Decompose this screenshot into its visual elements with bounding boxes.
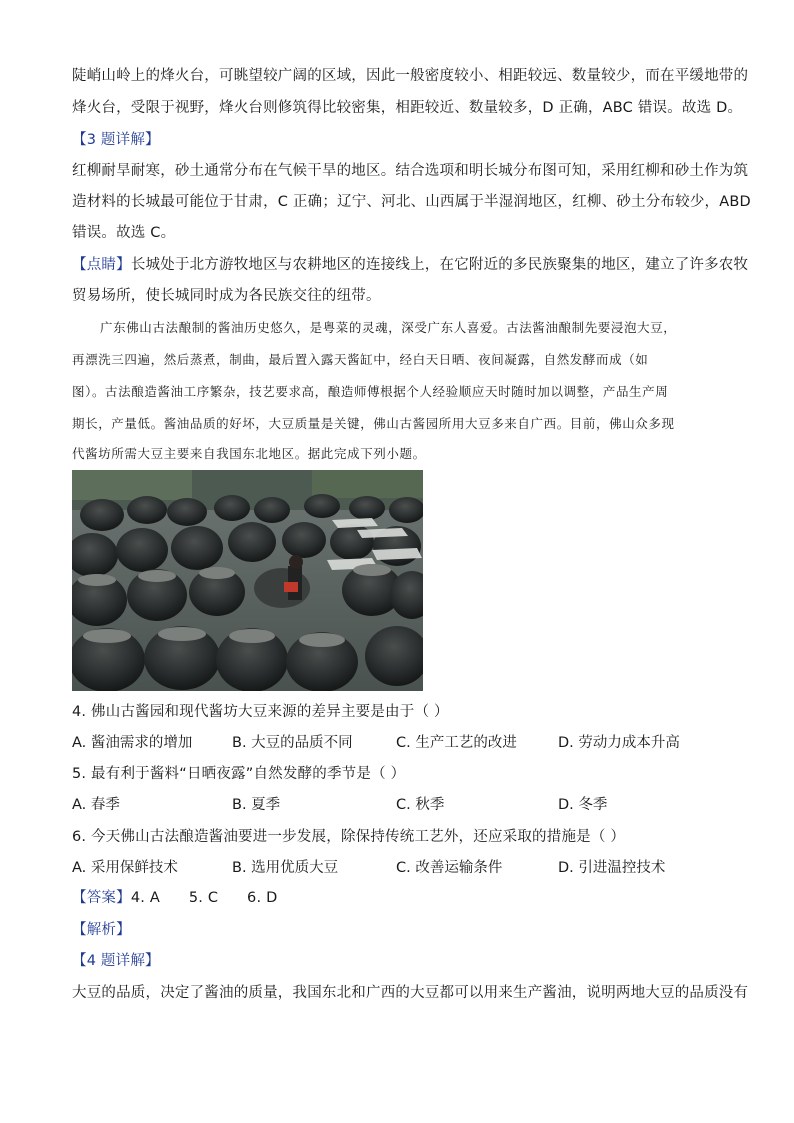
paragraph-line: 红柳耐旱耐寒，砂土通常分布在气候干旱的地区。结合选项和明长城分布图可知，采用红柳和砂土作为筑 <box>72 163 749 179</box>
q4-option-b[interactable]: B. 大豆的品质不同 <box>232 735 353 751</box>
paragraph-line: 烽火台，受限于视野，烽火台则修筑得比较密集，相距较近、数量较多，D 正确，ABC 错误。故选 D。 <box>72 100 743 116</box>
q6-option-d[interactable]: D. 引进温控技术 <box>558 860 666 876</box>
q6-option-b[interactable]: B. 选用优质大豆 <box>232 860 339 876</box>
intro-line: 广东佛山古法酿制的酱油历史悠久，是粤菜的灵魂，深受广东人喜爱。古法酱油酿制先要浸泡大豆， <box>100 320 677 335</box>
paragraph-line: 大豆的品质，决定了酱油的质量，我国东北和广西的大豆都可以用来生产酱油，说明两地大豆的品质没有 <box>72 985 749 1001</box>
soy-sauce-jars-photo <box>72 470 423 691</box>
intro-line: 代酱坊所需大豆主要来自我国东北地区。据此完成下列小题。 <box>72 446 426 461</box>
tip-tag: 【点睛】 <box>72 257 131 273</box>
answer-text: 4. A 5. C 6. D <box>130 890 278 906</box>
q6-option-c[interactable]: C. 改善运输条件 <box>396 860 503 876</box>
question-5-stem: 5. 最有利于酱料“日晒夜露”自然发酵的季节是（ ） <box>72 766 406 782</box>
q4-option-a[interactable]: A. 酱油需求的增加 <box>72 735 193 751</box>
question-6-stem: 6. 今天佛山古法酿造酱油要进一步发展，除保持传统工艺外，还应采取的措施是（ ） <box>72 829 626 845</box>
question-4-stem: 4. 佛山古酱园和现代酱坊大豆来源的差异主要是由于（ ） <box>72 704 449 720</box>
paragraph-line: 贸易场所，使长城同时成为各民族交往的纽带。 <box>72 288 381 304</box>
paragraph-line: 陡峭山岭上的烽火台，可眺望较广阔的区域，因此一般密度较小、相距较远、数量较少，而在平缓地带的 <box>72 68 749 84</box>
q5-option-a[interactable]: A. 春季 <box>72 797 120 813</box>
intro-line: 期长，产量低。酱油品质的好坏，大豆质量是关键，佛山古酱园所用大豆多来自广西。目前，佛山众多现 <box>72 416 675 431</box>
q5-option-d[interactable]: D. 冬季 <box>558 797 608 813</box>
paragraph-line: 错误。故选 C。 <box>72 225 176 241</box>
q5-option-c[interactable]: C. 秋季 <box>396 797 445 813</box>
q6-option-a[interactable]: A. 采用保鲜技术 <box>72 860 178 876</box>
section-tag-q4: 【4 题详解】 <box>72 953 160 969</box>
q4-option-d[interactable]: D. 劳动力成本升高 <box>558 735 680 751</box>
q5-option-b[interactable]: B. 夏季 <box>232 797 281 813</box>
section-tag-q3: 【3 题详解】 <box>72 132 160 148</box>
tip-line <box>72 255 748 275</box>
analysis-tag: 【解析】 <box>72 922 131 938</box>
answer-line <box>72 888 277 908</box>
intro-line: 图）。古法酿造酱油工序繁杂，技艺要求高，酿造师傅根据个人经验顺应天时随时加以调整，产品生产周 <box>72 384 669 399</box>
paragraph-line: 造材料的长城最可能位于甘肃，C 正确；辽宁、河北、山西属于半湿润地区，红柳、砂土分布较少，ABD <box>72 194 751 210</box>
answer-tag: 【答案】 <box>72 890 131 906</box>
q4-option-c[interactable]: C. 生产工艺的改进 <box>396 735 517 751</box>
intro-line: 再漂洗三四遍，然后蒸煮，制曲，最后置入露天酱缸中，经白天日晒、夜间凝露，自然发酵而成（如 <box>72 352 649 367</box>
tip-text: 长城处于北方游牧地区与农耕地区的连接线上，在它附近的多民族聚集的地区，建立了许多农牧 <box>130 257 749 273</box>
